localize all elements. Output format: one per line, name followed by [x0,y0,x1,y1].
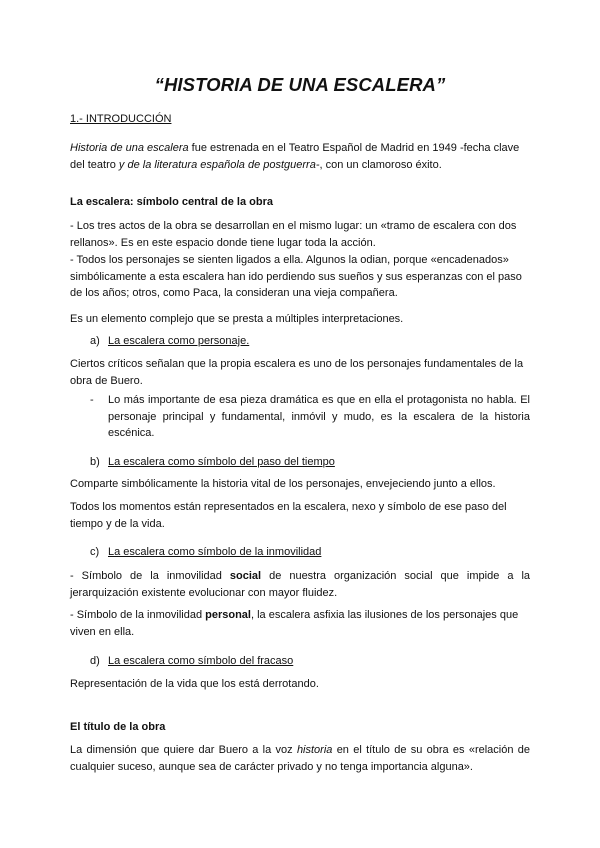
subheading-inmovilidad: La escalera como símbolo de la inmovilidad [108,546,322,558]
subheading-personaje: La escalera como personaje. [108,335,250,347]
section-heading-introduccion: 1.- INTRODUCCIÓN [70,113,172,125]
inmovilidad-personal-text: - Símbolo de la inmovilidad [70,609,206,621]
tiempo-paragraph-2: Todos los momentos están representados en la escalera, nexo y símbolo de ese paso del tiempo y de la vida. [70,501,507,530]
list-marker-a: a) [90,335,100,347]
titulo-text-end: en el título de su obra es «relación de cualquier suceso, aunque sea de carácter privado y no tenga importancia alguna». [70,744,530,773]
section-heading-titulo: El título de la obra [70,721,166,733]
inmovilidad-bold-social: social [229,570,262,582]
escalera-paragraph-1: - Los tres actos de la obra se desarrollan en el mismo lugar: un «tramo de escalera con dos rellanos». Es en este espacio donde tiene lugar toda la acción. [70,220,517,249]
escalera-paragraph-2: - Todos los personajes se sienten ligados a ella. Algunos la odian, porque «encadenados» simbólicamente a esta escalera han ido perdiendo sus sueños y sus esperanzas con el paso de los años; otros, como Paca, la consideran una vieja compañera. [70,254,522,299]
list-marker-d: d) [90,655,100,667]
inmovilidad-paragraph-1 [70,568,530,601]
inmovilidad-personal-end: , la escalera asfixia las ilusiones de los personajes que viven en ella. [70,609,519,638]
personaje-bullet: Lo más importante de esa pieza dramática es que en ella el protagonista no habla. El personaje principal y fundamental, inmóvil y mudo, es la escalera de la historia escénica. [108,394,530,439]
dash-marker: - [90,394,94,406]
inmovilidad-bold-personal: personal [205,609,251,621]
inmovilidad-text: - Símbolo de la inmovilidad [70,570,230,582]
section-heading-escalera: La escalera: símbolo central de la obra [70,196,273,208]
personaje-paragraph: Ciertos críticos señalan que la propia escalera es uno de los personajes fundamentales de la obra de Buero. [70,358,524,387]
intro-text-end: , con un clamoroso éxito. [319,158,442,171]
inmovilidad-paragraph-2 [70,607,530,640]
list-marker-b: b) [90,456,100,468]
inmovilidad-text-end: de nuestra organización social que impide a la jerarquización existente evolucionar con mayor fluidez. [70,570,531,599]
subheading-tiempo: La escalera como símbolo del paso del tiempo [108,456,335,468]
titulo-italic-historia: historia [296,744,333,756]
document-title: “HISTORIA DE UNA ESCALERA” [154,74,446,95]
intro-text: fue estrenada en el Teatro Español de Madrid en 1949 -fecha clave del teatro [70,142,520,171]
intro-italic-text: y de la literatura española de postguerra- [118,158,320,171]
titulo-paragraph [70,742,530,775]
titulo-text: La dimensión que quiere dar Buero a la voz [70,744,297,756]
list-marker-c: c) [90,546,100,558]
work-title-italic: Historia de una escalera [70,142,189,154]
escalera-paragraph-3: Es un elemento complejo que se presta a múltiples interpretaciones. [70,313,404,325]
subheading-fracaso: La escalera como símbolo del fracaso [108,655,294,667]
intro-paragraph [70,140,530,173]
tiempo-paragraph-1: Comparte simbólicamente la historia vital de los personajes, envejeciendo junto a ellos. [70,478,496,490]
fracaso-paragraph: Representación de la vida que los está derrotando. [70,678,319,690]
